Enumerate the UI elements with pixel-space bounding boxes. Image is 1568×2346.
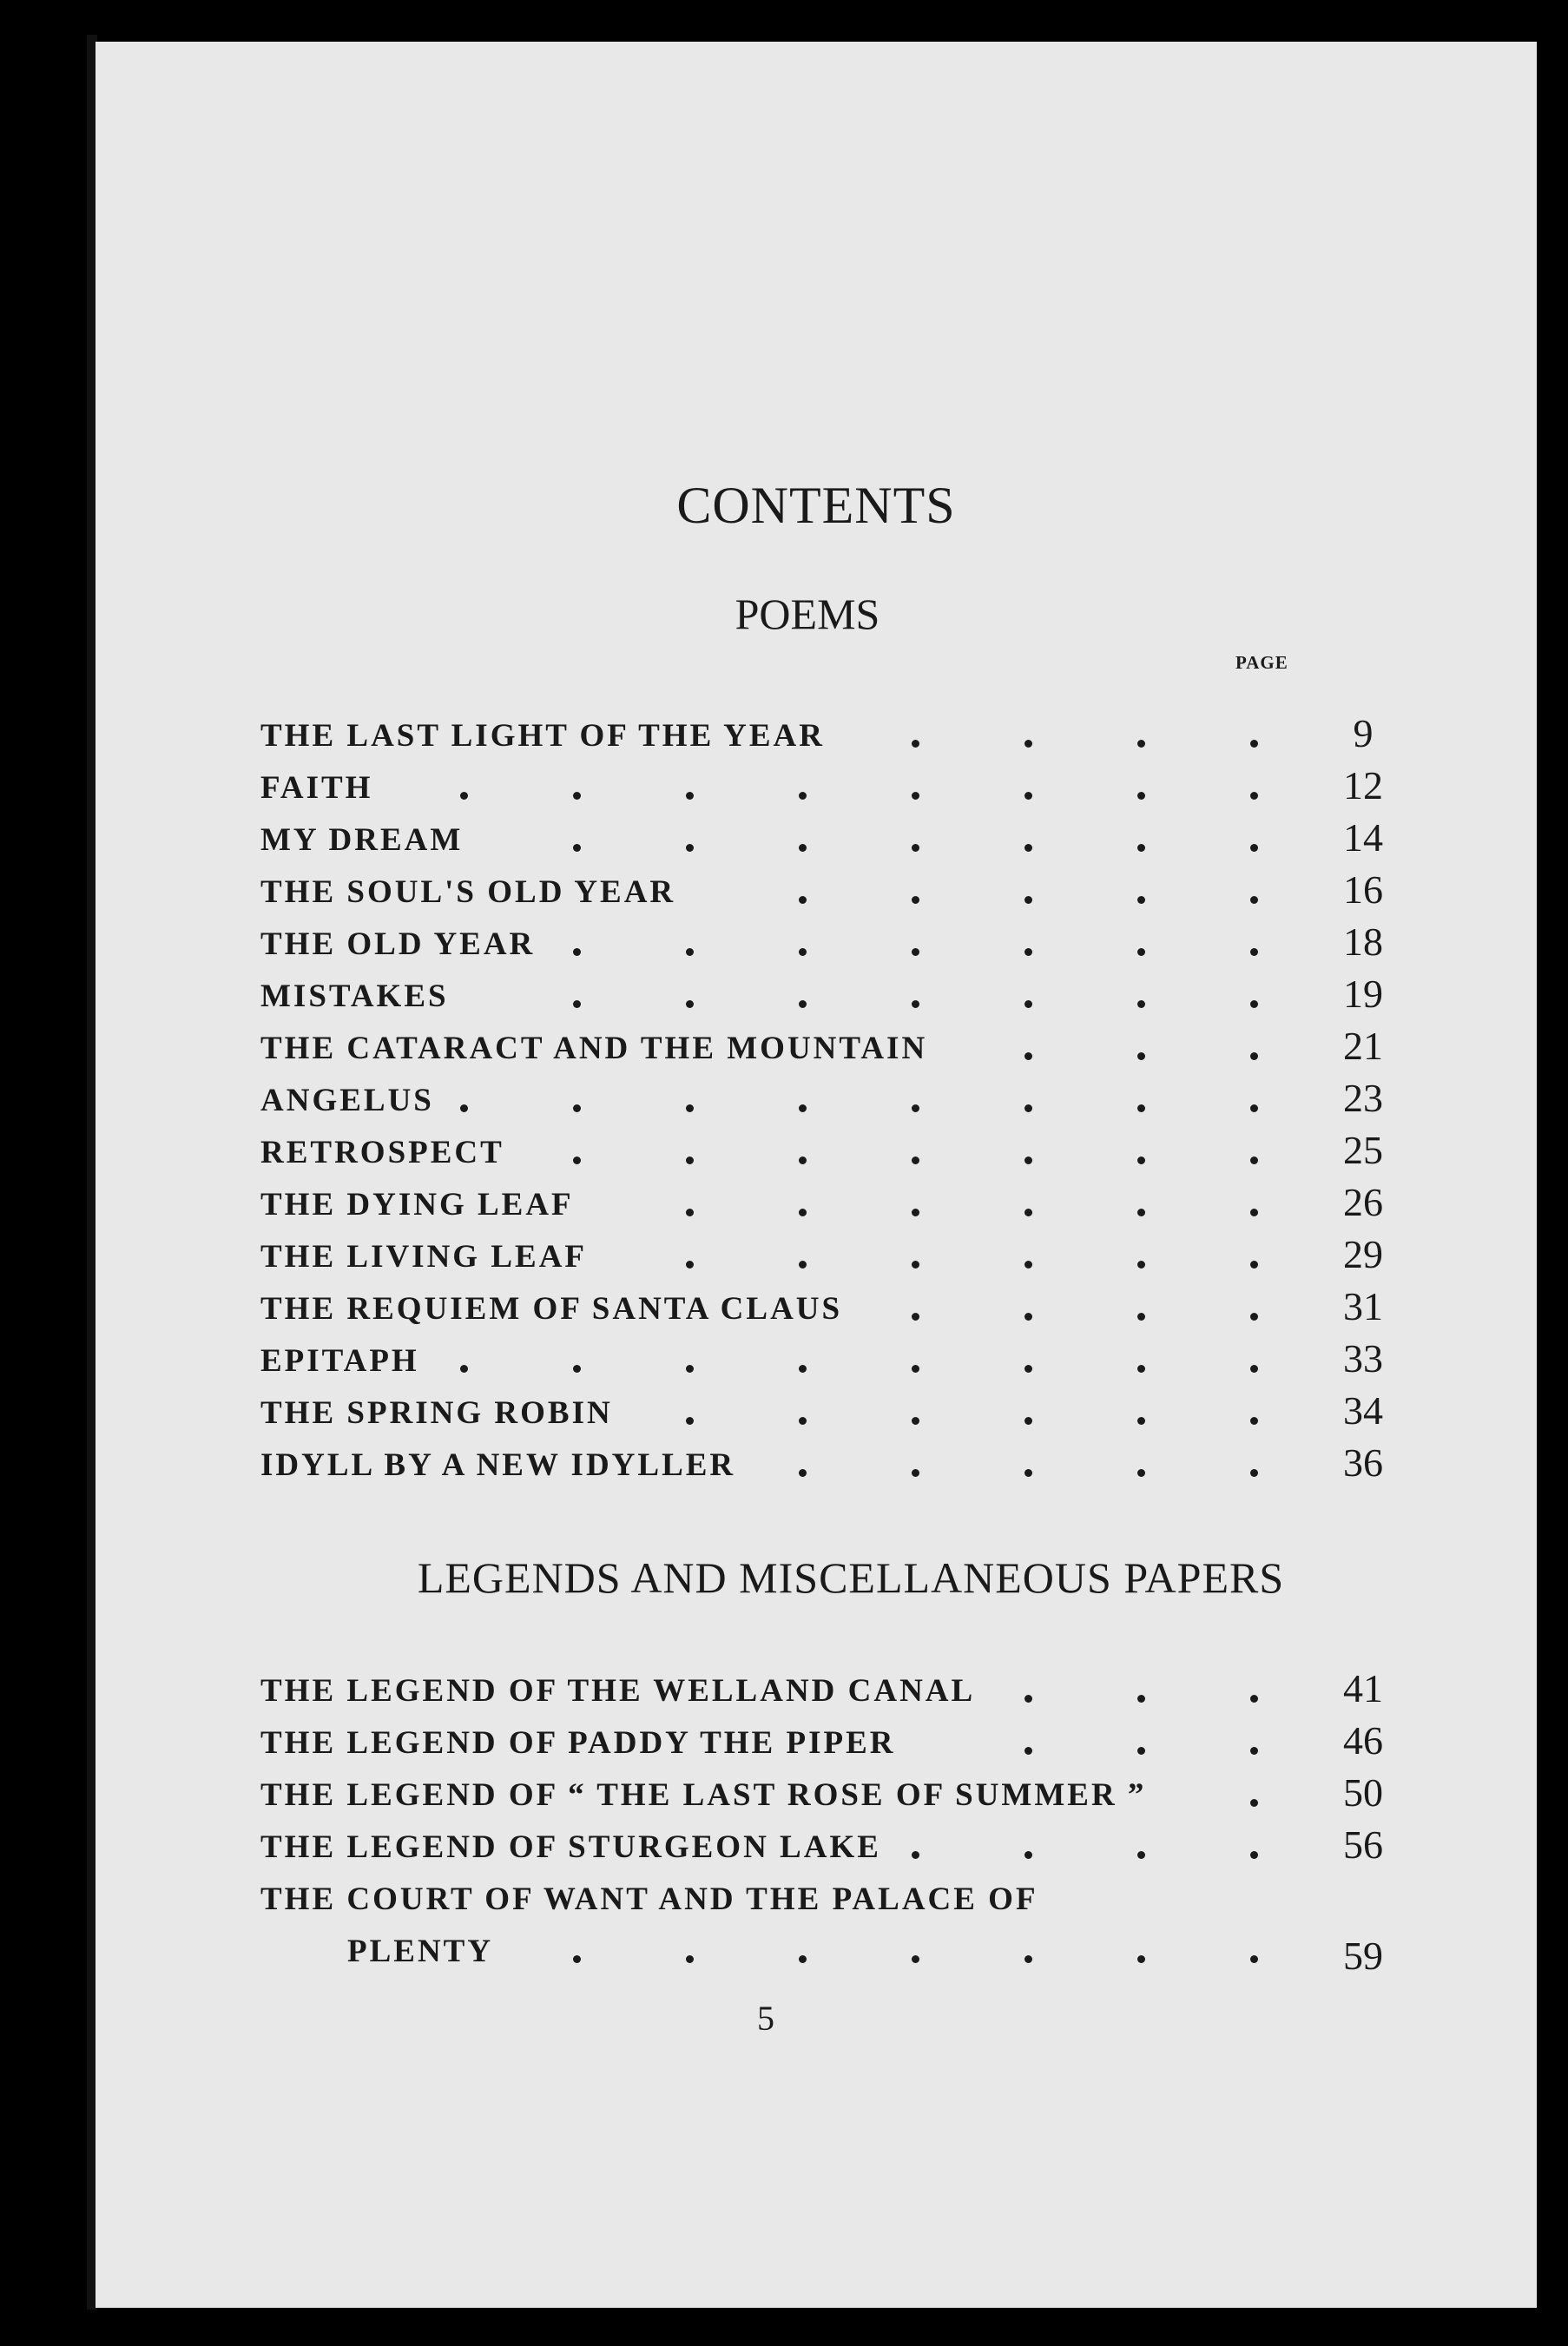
toc-entry-title: THE LIVING LEAF	[260, 1239, 588, 1275]
toc-entry-title: THE LEGEND OF PADDY THE PIPER	[260, 1725, 896, 1761]
leader-dot	[912, 1209, 919, 1216]
leader-dot	[912, 1000, 919, 1008]
toc-entry-title: FAITH	[260, 770, 373, 806]
leader-dot	[799, 792, 807, 800]
poems-section-heading: POEMS	[735, 590, 880, 638]
toc-entry-title: THE CATARACT AND THE MOUNTAIN	[260, 1031, 928, 1066]
leader-dot	[1024, 1417, 1032, 1425]
legends-section-heading: LEGENDS AND MISCELLANEOUS PAPERS	[417, 1553, 1285, 1602]
toc-entry-title: THE OLD YEAR	[260, 926, 536, 962]
toc-entry	[260, 1127, 1407, 1179]
dot-leader	[260, 1926, 1285, 1978]
dot-leader	[260, 1665, 1285, 1717]
page-column-label: PAGE	[1235, 652, 1288, 673]
dot-leader	[260, 1075, 1285, 1127]
leader-dot	[1024, 1000, 1032, 1008]
leader-dot	[1137, 1747, 1145, 1755]
toc-entry	[260, 762, 1407, 814]
toc-entry	[260, 710, 1407, 762]
leader-dot	[1137, 844, 1145, 852]
toc-entry-page-number: 12	[1343, 763, 1383, 807]
leader-dot	[1250, 1261, 1258, 1269]
toc-entry-page-number: 46	[1343, 1718, 1383, 1763]
leader-dot	[573, 1157, 581, 1164]
legends-list	[260, 1665, 1407, 1978]
leader-dot	[1250, 948, 1258, 956]
toc-entry-page-number: 59	[1343, 1934, 1383, 1978]
leader-dot	[1137, 1209, 1145, 1216]
leader-dot	[1024, 948, 1032, 956]
leader-dot	[912, 1955, 919, 1963]
leader-dot	[912, 844, 919, 852]
toc-entry-page-number: 33	[1343, 1336, 1383, 1381]
leader-dot	[1137, 1955, 1145, 1963]
leader-dot	[799, 1417, 807, 1425]
toc-entry	[260, 1665, 1407, 1717]
leader-dot	[573, 1365, 581, 1373]
leader-dot	[1137, 1104, 1145, 1112]
toc-entry	[260, 1335, 1407, 1387]
leader-dot	[1137, 1851, 1145, 1859]
leader-dot	[912, 948, 919, 956]
leader-dot	[1137, 1695, 1145, 1703]
toc-entry-page-number: 25	[1343, 1128, 1383, 1172]
dot-leader	[260, 814, 1285, 867]
leader-dot	[573, 844, 581, 852]
leader-dot	[1137, 948, 1145, 956]
toc-entry	[260, 1231, 1407, 1283]
toc-entry-title: THE LEGEND OF THE WELLAND CANAL	[260, 1673, 976, 1709]
leader-dot	[1250, 1104, 1258, 1112]
toc-entry	[260, 919, 1407, 971]
leader-dot	[1250, 1365, 1258, 1373]
leader-dot	[686, 844, 694, 852]
toc-entry-title: THE SOUL'S OLD YEAR	[260, 874, 676, 910]
leader-dot	[686, 1955, 694, 1963]
book-page	[96, 42, 1537, 2308]
leader-dot	[1137, 896, 1145, 904]
dot-leader	[260, 762, 1285, 814]
leader-dot	[1137, 1261, 1145, 1269]
leader-dot	[1250, 844, 1258, 852]
leader-dot	[1137, 1469, 1145, 1477]
leader-dot	[912, 1417, 919, 1425]
leader-dot	[460, 792, 468, 800]
leader-dot	[573, 792, 581, 800]
leader-dot	[912, 792, 919, 800]
leader-dot	[799, 1157, 807, 1164]
leader-dot	[1250, 1469, 1258, 1477]
toc-entry-title: IDYLL BY A NEW IDYLLER	[260, 1447, 736, 1483]
dot-leader	[260, 1179, 1285, 1231]
leader-dot	[1024, 740, 1032, 748]
toc-entry-title: THE LEGEND OF STURGEON LAKE	[260, 1829, 881, 1865]
toc-entry-page-number: 36	[1343, 1440, 1383, 1485]
page-number: 5	[757, 1999, 774, 2038]
leader-dot	[1024, 1747, 1032, 1755]
dot-leader	[260, 971, 1285, 1023]
leader-dot	[1024, 1313, 1032, 1321]
leader-dot	[1024, 1157, 1032, 1164]
toc-entry	[260, 971, 1407, 1023]
toc-entry-title: THE LEGEND OF “ THE LAST ROSE OF SUMMER ”	[260, 1777, 1147, 1813]
leader-dot	[573, 1000, 581, 1008]
leader-dot	[686, 1209, 694, 1216]
dot-leader	[260, 1717, 1285, 1769]
leader-dot	[686, 1365, 694, 1373]
dot-leader	[260, 710, 1285, 762]
toc-entry	[260, 1717, 1407, 1769]
dot-leader	[260, 1127, 1285, 1179]
toc-entry	[260, 1874, 1407, 1978]
leader-dot	[799, 896, 807, 904]
toc-entry-page-number: 16	[1343, 867, 1383, 912]
toc-entry	[260, 867, 1407, 919]
dot-leader	[260, 1387, 1285, 1440]
leader-dot	[1250, 1955, 1258, 1963]
toc-entry-title: RETROSPECT	[260, 1135, 504, 1170]
leader-dot	[912, 1261, 919, 1269]
toc-entry-title: THE COURT OF WANT AND THE PALACE OF	[260, 1881, 1038, 1917]
leader-dot	[1137, 792, 1145, 800]
toc-entry	[260, 1440, 1407, 1492]
page-title: CONTENTS	[676, 477, 956, 534]
toc-entry-title: THE DYING LEAF	[260, 1187, 574, 1222]
leader-dot	[686, 1000, 694, 1008]
toc-entry-page-number: 19	[1343, 972, 1383, 1016]
leader-dot	[1250, 1157, 1258, 1164]
leader-dot	[1024, 792, 1032, 800]
leader-dot	[1250, 1000, 1258, 1008]
leader-dot	[1250, 1747, 1258, 1755]
dot-leader	[260, 1440, 1285, 1492]
leader-dot	[1250, 740, 1258, 748]
leader-dot	[1250, 1799, 1258, 1807]
dot-leader	[260, 1769, 1285, 1822]
leader-dot	[686, 1104, 694, 1112]
leader-dot	[1250, 896, 1258, 904]
leader-dot	[686, 792, 694, 800]
leader-dot	[799, 844, 807, 852]
leader-dot	[1024, 1104, 1032, 1112]
toc-entry-title: MISTAKES	[260, 979, 449, 1014]
leader-dot	[912, 1313, 919, 1321]
dot-leader	[260, 1283, 1285, 1335]
leader-dot	[1137, 1313, 1145, 1321]
leader-dot	[799, 1104, 807, 1112]
toc-entry-page-number: 41	[1343, 1666, 1383, 1710]
toc-entry-title: EPITAPH	[260, 1343, 419, 1379]
leader-dot	[799, 1209, 807, 1216]
toc-entry	[260, 1769, 1407, 1822]
leader-dot	[573, 1104, 581, 1112]
leader-dot	[912, 896, 919, 904]
leader-dot	[686, 1157, 694, 1164]
leader-dot	[573, 1955, 581, 1963]
leader-dot	[1137, 1365, 1145, 1373]
leader-dot	[460, 1104, 468, 1112]
leader-dot	[1024, 1695, 1032, 1703]
toc-entry-page-number: 31	[1343, 1284, 1383, 1328]
leader-dot	[1024, 1261, 1032, 1269]
leader-dot	[912, 1104, 919, 1112]
leader-dot	[686, 1417, 694, 1425]
toc-entry	[260, 814, 1407, 867]
leader-dot	[799, 948, 807, 956]
leader-dot	[686, 948, 694, 956]
leader-dot	[1250, 1417, 1258, 1425]
toc-entry	[260, 1023, 1407, 1075]
leader-dot	[1250, 1209, 1258, 1216]
toc-entry	[260, 1387, 1407, 1440]
toc-entry-page-number: 29	[1343, 1232, 1383, 1276]
leader-dot	[1250, 1052, 1258, 1060]
leader-dot	[799, 1261, 807, 1269]
leader-dot	[1137, 1052, 1145, 1060]
leader-dot	[1024, 1469, 1032, 1477]
leader-dot	[1024, 1365, 1032, 1373]
leader-dot	[1250, 792, 1258, 800]
toc-entry-page-number: 34	[1343, 1388, 1383, 1433]
toc-entry-page-number: 14	[1343, 815, 1383, 860]
toc-entry-page-number: 18	[1343, 919, 1383, 964]
toc-entry	[260, 1283, 1407, 1335]
toc-entry	[260, 1075, 1407, 1127]
toc-entry-title: THE LAST LIGHT OF THE YEAR	[260, 718, 825, 754]
leader-dot	[1024, 896, 1032, 904]
leader-dot	[1250, 1851, 1258, 1859]
leader-dot	[799, 1365, 807, 1373]
toc-entry-title: THE REQUIEM OF SANTA CLAUS	[260, 1291, 843, 1327]
leader-dot	[1250, 1313, 1258, 1321]
leader-dot	[1024, 1209, 1032, 1216]
leader-dot	[912, 1365, 919, 1373]
dot-leader	[260, 1335, 1285, 1387]
leader-dot	[1024, 844, 1032, 852]
leader-dot	[1250, 1695, 1258, 1703]
dot-leader	[260, 1822, 1285, 1874]
dot-leader	[260, 867, 1285, 919]
toc-entry-page-number: 23	[1343, 1076, 1383, 1120]
poems-list	[260, 710, 1407, 1492]
leader-dot	[460, 1365, 468, 1373]
toc-entry-title: THE SPRING ROBIN	[260, 1395, 613, 1431]
toc-entry	[260, 1179, 1407, 1231]
leader-dot	[912, 1157, 919, 1164]
leader-dot	[1024, 1851, 1032, 1859]
toc-entry-title: MY DREAM	[260, 822, 464, 858]
toc-entry-title-continued: PLENTY	[347, 1934, 494, 1969]
toc-entry-page-number: 56	[1343, 1822, 1383, 1867]
leader-dot	[799, 1955, 807, 1963]
leader-dot	[912, 740, 919, 748]
toc-entry-title: ANGELUS	[260, 1083, 434, 1118]
toc-entry-page-number: 21	[1343, 1024, 1383, 1068]
dot-leader	[260, 1023, 1285, 1075]
leader-dot	[799, 1469, 807, 1477]
leader-dot	[912, 1469, 919, 1477]
leader-dot	[1137, 1157, 1145, 1164]
dot-leader	[260, 919, 1285, 971]
leader-dot	[912, 1851, 919, 1859]
leader-dot	[1137, 740, 1145, 748]
leader-dot	[1024, 1052, 1032, 1060]
toc-entry-page-number: 26	[1343, 1180, 1383, 1224]
leader-dot	[1137, 1417, 1145, 1425]
leader-dot	[686, 1261, 694, 1269]
toc-entry	[260, 1822, 1407, 1874]
toc-entry-page-number: 50	[1343, 1770, 1383, 1815]
leader-dot	[799, 1000, 807, 1008]
leader-dot	[1024, 1955, 1032, 1963]
leader-dot	[1137, 1000, 1145, 1008]
dot-leader	[260, 1231, 1285, 1283]
leader-dot	[573, 948, 581, 956]
toc-entry-page-number: 9	[1353, 711, 1374, 755]
